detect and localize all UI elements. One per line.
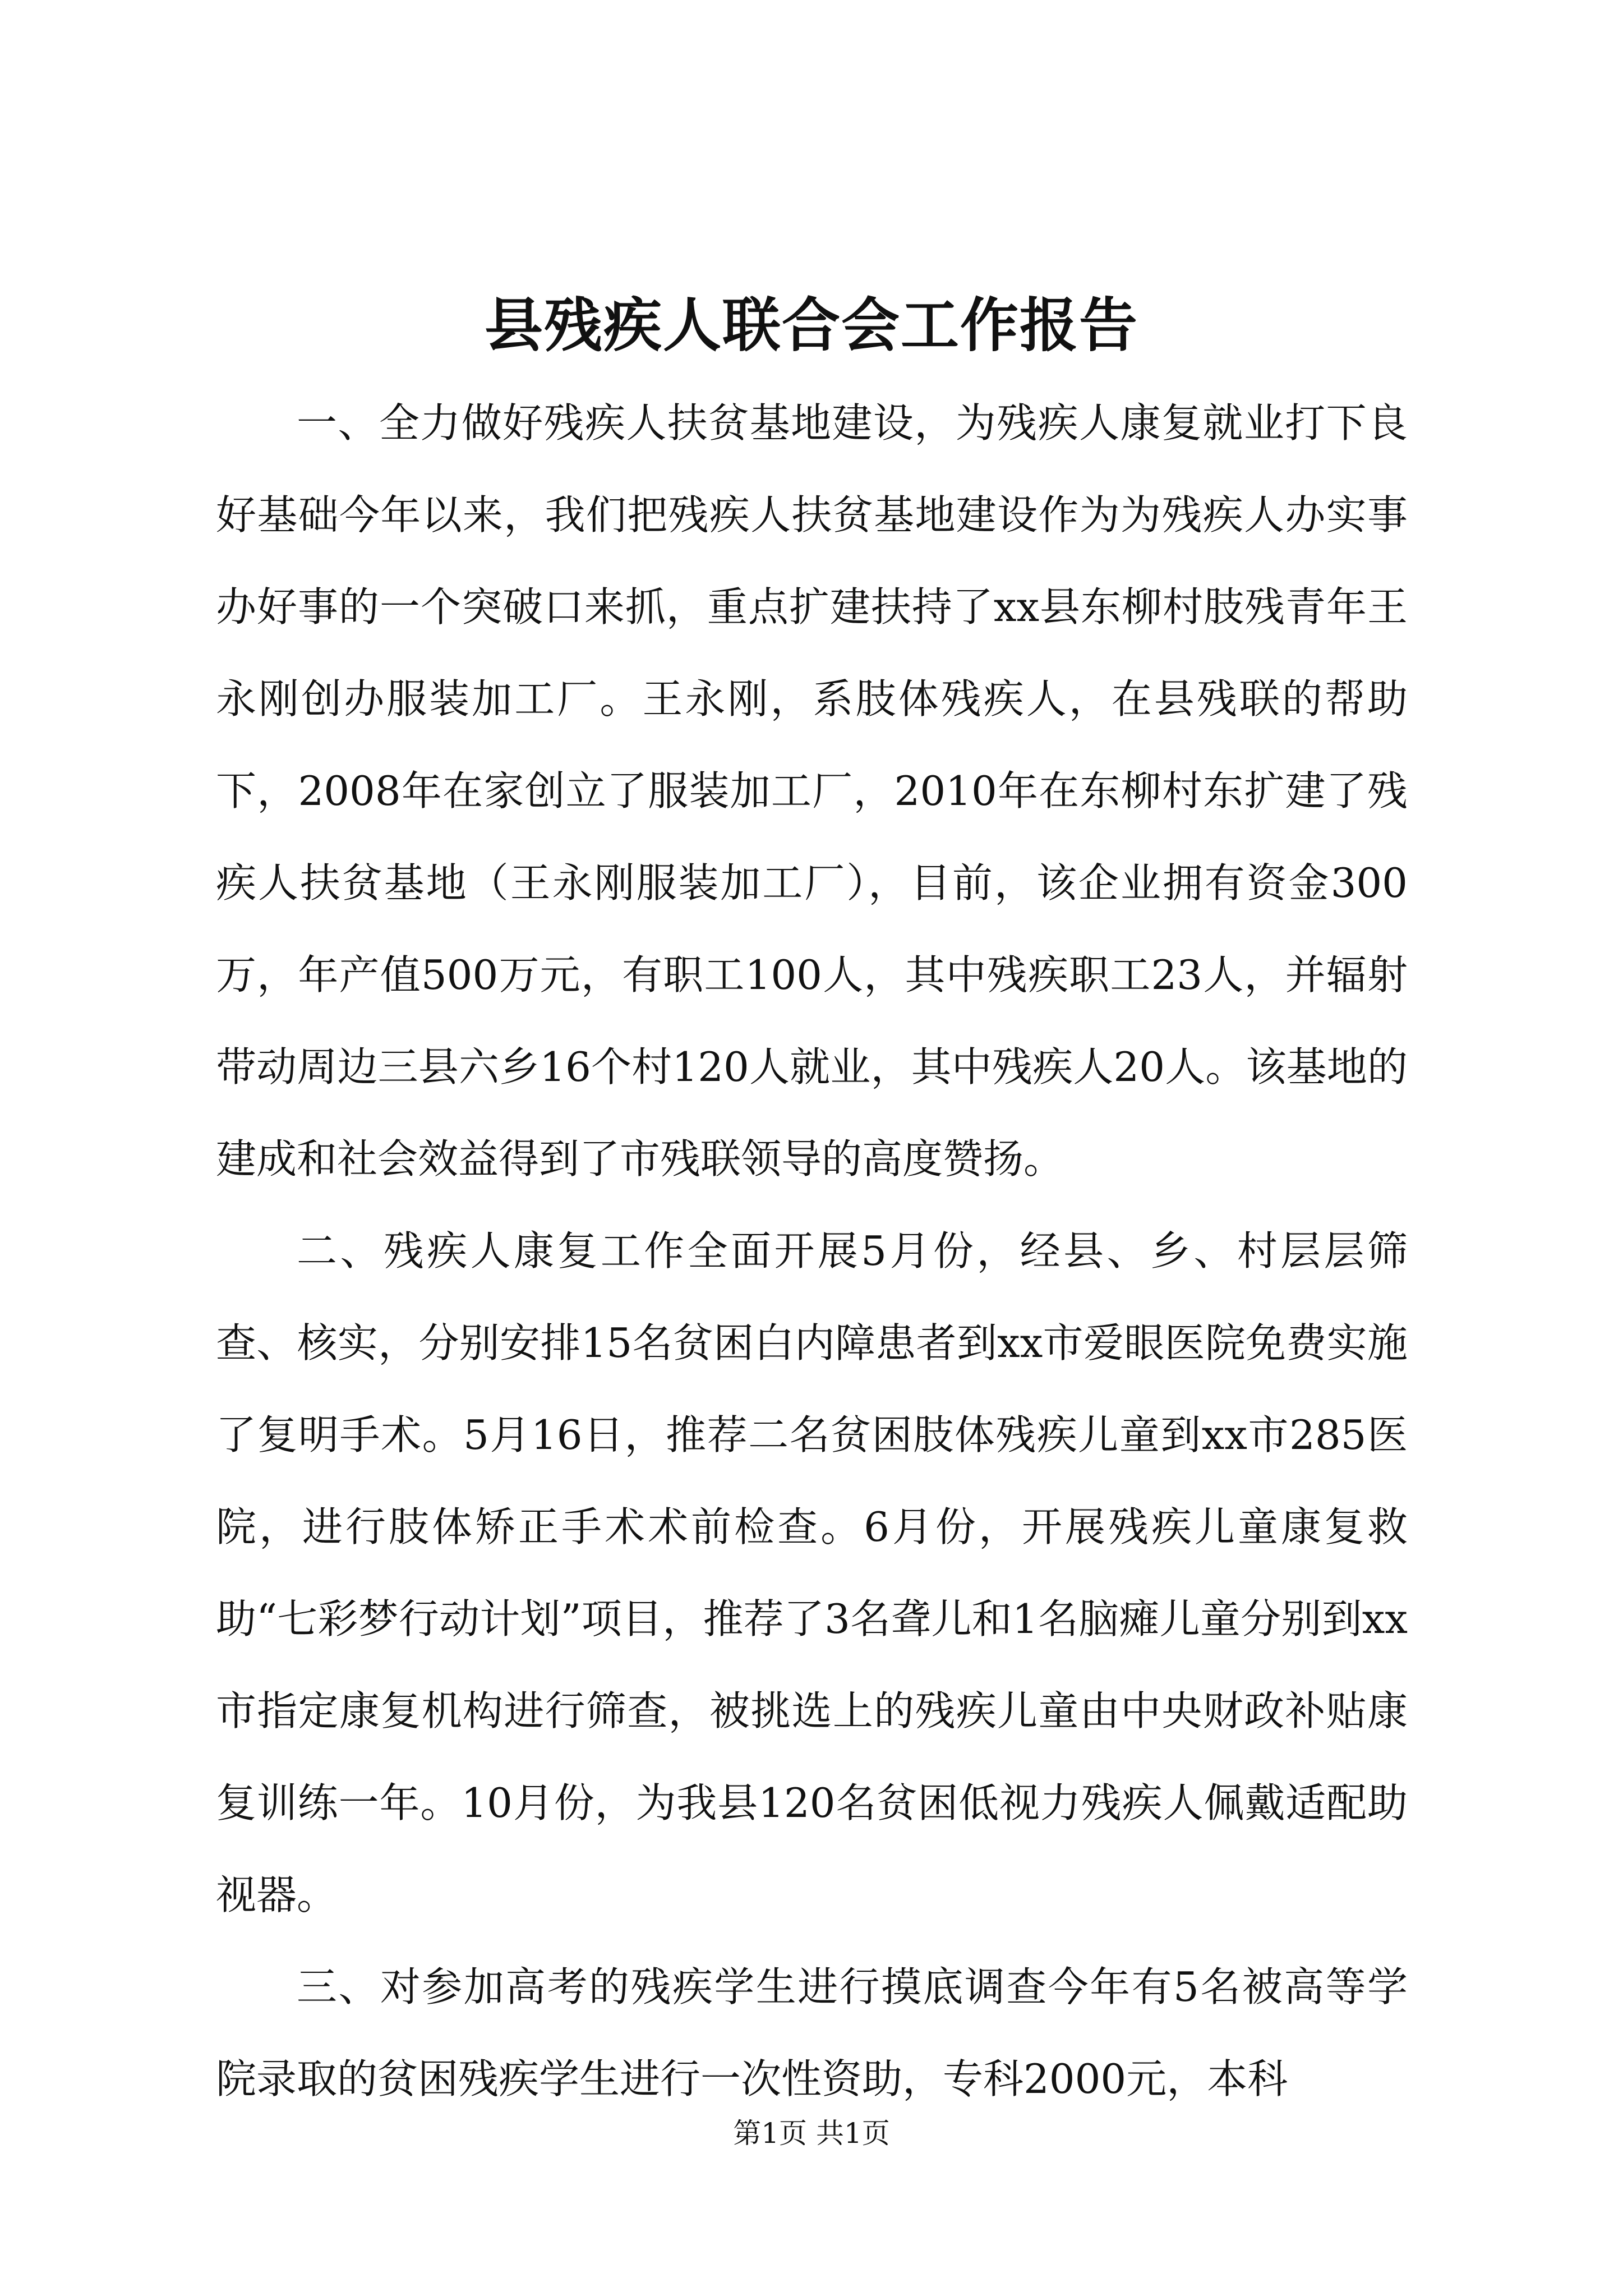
paragraph-2: 二、残疾人康复工作全面开展5月份，经县、乡、村层层筛查、核实，分别安排15名贫困白内障患者到xx市爱眼医院免费实施了复明手术。5月16日，推荐二名贫困肢体残疾儿童到xx市285医院，进行肢体矫正手术术前检查。6月份，开展残疾儿童康复救助“七彩梦行动计划”项目，推荐了3名聋儿和1名脑瘫儿童分别到xx市指定康复机构进行筛查，被挑选上的残疾儿童由中央财政补贴康复训练一年。10月份，为我县120名贫困低视力残疾人佩戴适配助视器。 bbox=[216, 1227, 1408, 1918]
document-title: 县残疾人联合会工作报告 bbox=[484, 291, 1138, 360]
paragraph-3: 三、对参加高考的残疾学生进行摸底调查今年有5名被高等学院录取的贫困残疾学生进行一次性资助，专科2000元，本科 bbox=[216, 1963, 1408, 2102]
page-footer: 第1页 共1页 bbox=[733, 2117, 890, 2150]
document-body bbox=[216, 377, 1408, 2125]
paragraph-1: 一、全力做好残疾人扶贫基地建设，为残疾人康复就业打下良好基础今年以来，我们把残疾人扶贫基地建设作为为残疾人办实事办好事的一个突破口来抓，重点扩建扶持了xx县东柳村肢残青年王永刚创办服装加工厂。王永刚，系肢体残疾人，在县残联的帮助下，2008年在家创立了服装加工厂，2010年在东柳村东扩建了残疾人扶贫基地（王永刚服装加工厂），目前，该企业拥有资金300万，年产值500万元，有职工100人，其中残疾职工23人，并辐射带动周边三县六乡16个村120人就业，其中残疾人20人。该基地的建成和社会效益得到了市残联领导的高度赞扬。 bbox=[216, 399, 1408, 1182]
